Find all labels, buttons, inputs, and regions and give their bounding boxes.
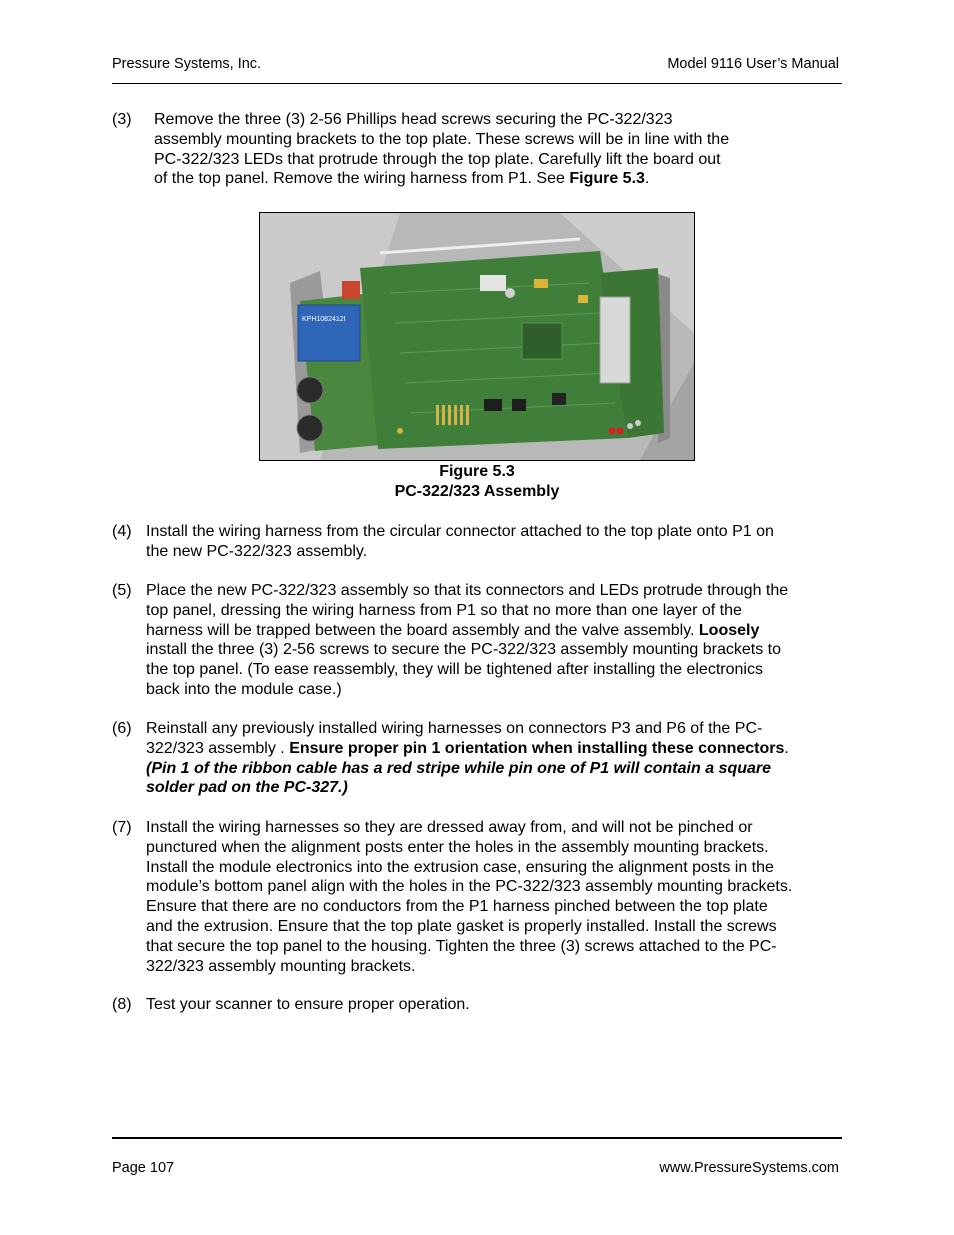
step-8-line: Test your scanner to ensure proper operation. [146, 996, 470, 1013]
figure-caption-title: PC-322/323 Assembly [394, 483, 560, 500]
footer-rule [112, 1137, 842, 1139]
footer-website: www.PressureSystems.com [659, 1160, 839, 1176]
step-6-line: Reinstall any previously installed wiring harnesses on connectors P3 and P6 of the PC- [146, 720, 763, 737]
step-5-line [146, 621, 842, 641]
step-3-number: (3) [112, 111, 132, 128]
transformer-label: KPH1082412I [302, 316, 346, 323]
step-3-line: assembly mounting brackets to the top plate. These screws will be in line with the [154, 130, 730, 148]
step-4-line: the new PC-322/323 assembly. [146, 542, 368, 560]
step-3-line [154, 169, 842, 189]
step-7-line: that secure the top panel to the housing. Tighten the three (3) screws attached to the PC- [146, 937, 777, 955]
step-3 [112, 110, 842, 190]
step-6-note-line: (Pin 1 of the ribbon cable has a red stripe while pin one of P1 will contain a square [146, 759, 772, 777]
step-4-line: Install the wiring harness from the circular connector attached to the top plate onto P1 on [146, 523, 774, 540]
figure-pc-322-323-photo [259, 212, 695, 461]
step-4-number: (4) [112, 523, 132, 540]
step-6-text: 322/323 assembly . [146, 739, 290, 757]
step-3-text: of the top panel. Remove the wiring harness from P1. See [154, 170, 570, 188]
step-3-text: . [644, 170, 650, 188]
step-7-line: and the extrusion. Ensure that the top plate gasket is properly installed. Install the screws [146, 917, 777, 935]
step-7-line: Install the module electronics into the extrusion case, ensuring the alignment posts in the [146, 858, 774, 876]
step-7-line: Ensure that there are no conductors from the P1 harness pinched between the top plate [146, 898, 768, 916]
step-5-line: top panel, dressing the wiring harness from P1 so that no more than one layer of the [146, 601, 742, 619]
step-5-line: the top panel. (To ease reassembly, they will be tightened after installing the electronics [146, 661, 763, 679]
step-5-line: back into the module case.) [146, 680, 342, 698]
step-3-line: PC-322/323 LEDs that protrude through the top plate. Carefully lift the board out [154, 150, 721, 168]
step-4 [112, 522, 842, 562]
circuit-board-illustration [260, 213, 694, 460]
step-5-emphasis: Loosely [698, 621, 760, 639]
step-5 [112, 581, 842, 701]
step-6-line [146, 739, 842, 759]
step-5-line: install the three (3) 2-56 screws to secure the PC-322/323 assembly mounting brackets to [146, 641, 781, 659]
step-3-line: Remove the three (3) 2-56 Phillips head screws securing the PC-322/323 [154, 111, 673, 128]
step-5-line: Place the new PC-322/323 assembly so that its connectors and LEDs protrude through the [146, 582, 789, 599]
step-7-line: module’s bottom panel align with the holes in the PC-322/323 assembly mounting brackets. [146, 878, 793, 896]
step-5-text: harness will be trapped between the board assembly and the valve assembly. [146, 621, 699, 639]
step-6-emphasis: Ensure proper pin 1 orientation when installing these connectors [289, 739, 785, 757]
step-7-line: punctured when the alignment posts enter the holes in the assembly mounting brackets. [146, 838, 769, 856]
step-7-line: Install the wiring harnesses so they are dressed away from, and will not be pinched or [146, 819, 753, 836]
step-7-line: 322/323 assembly mounting brackets. [146, 957, 416, 975]
step-7 [112, 818, 842, 978]
step-8 [112, 995, 842, 1015]
step-6-number: (6) [112, 720, 132, 737]
step-8-number: (8) [112, 996, 132, 1013]
step-7-number: (7) [112, 819, 132, 836]
figure-caption-number: Figure 5.3 [439, 463, 515, 480]
header-company: Pressure Systems, Inc. [112, 56, 262, 72]
step-5-number: (5) [112, 582, 132, 599]
figure-reference: Figure 5.3 [569, 170, 645, 188]
step-6 [112, 719, 842, 799]
header-manual-title: Model 9116 User’s Manual [667, 56, 839, 72]
page-number: Page 107 [112, 1160, 175, 1176]
step-6-note-line: solder pad on the PC-327.) [146, 779, 348, 797]
transformer-block [298, 305, 360, 361]
header-rule [112, 83, 842, 84]
step-6-text: . [784, 739, 789, 757]
